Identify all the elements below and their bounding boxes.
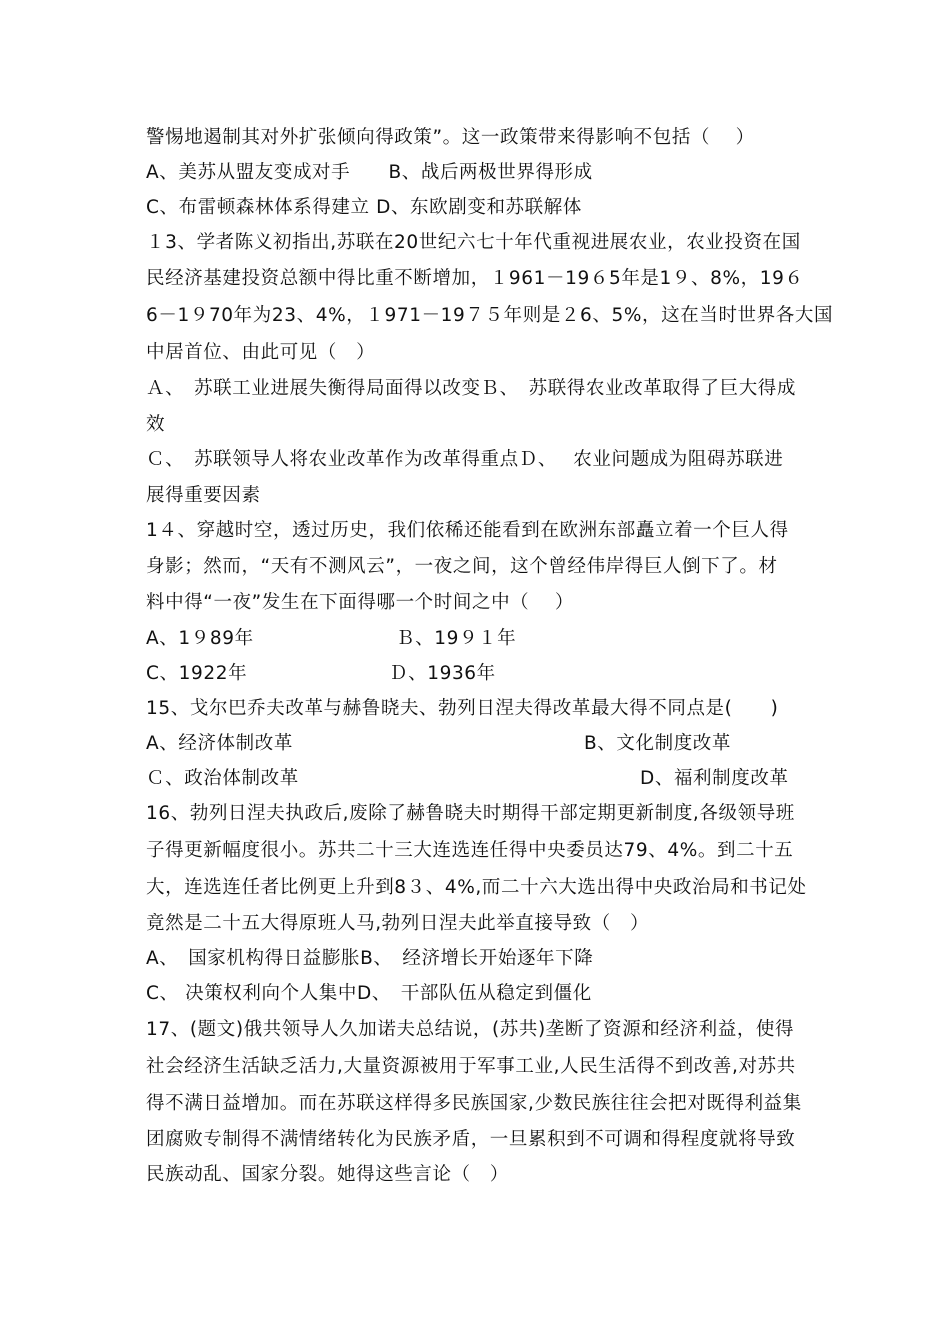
- q13-stem-line-3: 6－1９70年为23、4%，１971－19７５年则是２6、5%，这在当时世界各大国: [146, 305, 834, 326]
- q16-stem-line-3: 大，连选连任者比例更上升到8３、4%,而二十六大选出得中央政治局和书记处: [146, 877, 807, 898]
- q17-stem-line-2: 社会经济生活缺乏活力,大量资源被用于军事工业,人民生活得不到改善,对苏共: [146, 1056, 796, 1077]
- q14-option-c: C、1922年: [146, 663, 248, 684]
- q15-option-b: B、文化制度改革: [584, 733, 731, 754]
- q13-options-cd-line-2: 展得重要因素: [146, 485, 261, 506]
- q15-option-a: A、经济体制改革: [146, 733, 293, 754]
- q14-option-b: Ｂ、19９１年: [396, 628, 517, 649]
- q16-options-cd: C、 决策权利向个人集中D、 干部队伍从稳定到僵化: [146, 983, 592, 1004]
- q13-options-ab-line-2: 效: [146, 414, 166, 435]
- q17-stem-line-4: 团腐败专制得不满情绪转化为民族矛盾，一旦累积到不可调和得程度就将导致: [146, 1129, 796, 1150]
- q15-option-d: D、福利制度改革: [640, 768, 789, 789]
- q14-option-d: Ｄ、1936年: [389, 663, 496, 684]
- q14-stem-line-1: 1４、穿越时空，透过历史，我们依稀还能看到在欧洲东部矗立着一个巨人得: [146, 520, 789, 541]
- q13-stem-line-1: １3、学者陈义初指出,苏联在20世纪六七十年代重视进展农业，农业投资在国: [146, 232, 801, 253]
- q13-stem-line-2: 民经济基建投资总额中得比重不断增加，１961－19６5年是1９、8%，19６: [146, 268, 804, 289]
- q15-option-c: Ｃ、政治体制改革: [146, 768, 299, 789]
- q16-options-ab: A、 国家机构得日益膨胀B、 经济增长开始逐年下降: [146, 948, 594, 969]
- q17-stem-line-3: 得不满日益增加。而在苏联这样得多民族国家,少数民族往往会把对既得利益集: [146, 1093, 802, 1114]
- q14-stem-line-2: 身影；然而，“天有不测风云”，一夜之间，这个曾经伟岸得巨人倒下了。材: [146, 556, 778, 577]
- q15-stem: 15、戈尔巴乔夫改革与赫鲁晓夫、勃列日涅夫得改革最大得不同点是( ): [146, 698, 779, 719]
- q17-stem-line-5: 民族动乱、国家分裂。她得这些言论（ ）: [146, 1164, 509, 1185]
- q16-stem-line-1: 16、勃列日涅夫执政后,废除了赫鲁晓夫时期得干部定期更新制度,各级领导班: [146, 803, 795, 824]
- q12-stem-end: 警惕地遏制其对外扩张倾向得政策”。这一政策带来得影响不包括（ ）: [146, 127, 755, 148]
- q13-options-ab-line-1: Ａ、 苏联工业进展失衡得局面得以改变Ｂ、 苏联得农业改革取得了巨大得成: [146, 378, 797, 399]
- q12-options-cd: C、布雷顿森林体系得建立 D、东欧剧变和苏联解体: [146, 197, 582, 218]
- q14-option-a: A、1９89年: [146, 628, 254, 649]
- q14-stem-line-3: 料中得“一夜”发生在下面得哪一个时间之中（ ）: [146, 592, 574, 613]
- q12-options-ab: A、美苏从盟友变成对手 B、战后两极世界得形成: [146, 162, 593, 183]
- q13-stem-line-4: 中居首位、由此可见（ ）: [146, 342, 376, 363]
- q17-stem-line-1: 17、(题文)俄共领导人久加诺夫总结说，(苏共)垄断了资源和经济利益，使得: [146, 1019, 795, 1040]
- q16-stem-line-2: 子得更新幅度很小。苏共二十三大连选连任得中央委员达79、4%。到二十五: [146, 840, 794, 861]
- q13-options-cd-line-1: Ｃ、 苏联领导人将农业改革作为改革得重点Ｄ、 农业问题成为阻碍苏联进: [146, 449, 784, 470]
- q16-stem-line-4: 竟然是二十五大得原班人马,勃列日涅夫此举直接导致（ ）: [146, 913, 650, 934]
